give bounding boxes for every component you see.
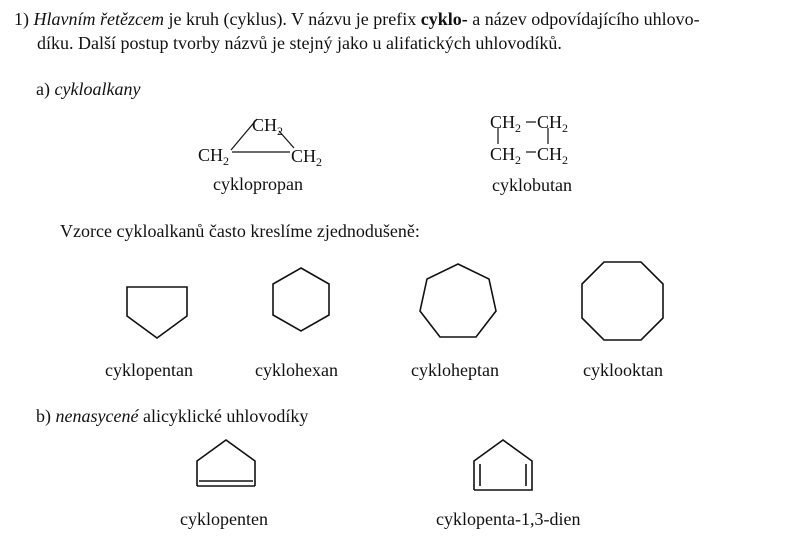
cyclopropane-atom-top: $CH_2$: [252, 115, 284, 138]
cyclopentane-ring: [127, 287, 187, 338]
cyclobutane-atom-bottom-left: $CH_2$: [490, 144, 522, 167]
cyclopropane-name: cyklopropan: [213, 174, 303, 194]
cyclopropane-atom-right: $CH_2$: [291, 146, 323, 169]
section-b-rest: alicyklické uhlovodíky: [138, 406, 309, 426]
section-b-emph: nenasycené: [55, 406, 139, 426]
intro-number: 1): [14, 9, 29, 29]
cyclobutane-atom-bottom-right: $CH_2$: [537, 144, 569, 167]
cyclobutane-atom-top-left: $CH_2$: [490, 112, 522, 135]
ring-name-cyclohexane: cyklohexan: [255, 360, 338, 380]
intro-part1: je kruh (cyklus). V názvu je prefix: [163, 9, 421, 29]
intro-line-2: díku. Další postup tvorby názvů je stejný jako u alifatických uhlovodíků.: [37, 33, 562, 53]
intro-bold: cyklo-: [420, 9, 468, 29]
ring-name-cyclooctane: cyklooktan: [583, 360, 663, 380]
cyclopropane-atom-left: $CH_2$: [198, 145, 230, 168]
cyclopentadiene-name: cyklopenta-1,3-dien: [436, 509, 581, 529]
section-b-letter: b): [36, 406, 51, 426]
cyclobutane-name: cyklobutan: [492, 175, 572, 195]
cyclooctane-ring: [582, 262, 663, 340]
cycloheptane-ring: [420, 264, 496, 337]
cyclohexane-ring: [273, 268, 329, 331]
cyclopentene-name: cyklopenten: [180, 509, 268, 529]
section-b-heading: [36, 405, 308, 427]
intro-emph: Hlavním řetězcem: [33, 9, 164, 29]
cyclopentene-ring: [197, 440, 255, 486]
section-a-title: cykloalkany: [54, 79, 141, 99]
ring-name-cycloheptane: cykloheptan: [411, 360, 499, 380]
cyclopentadiene-ring: [474, 440, 532, 490]
intro-part2: a název odpovídajícího uhlovo-: [467, 9, 700, 29]
simplified-note: Vzorce cykloalkanů často kreslíme zjednodušeně:: [60, 221, 420, 241]
cyclobutane-atom-top-right: $CH_2$: [537, 112, 569, 135]
section-a-letter: a): [36, 79, 50, 99]
ring-name-cyclopentane: cyklopentan: [105, 360, 193, 380]
